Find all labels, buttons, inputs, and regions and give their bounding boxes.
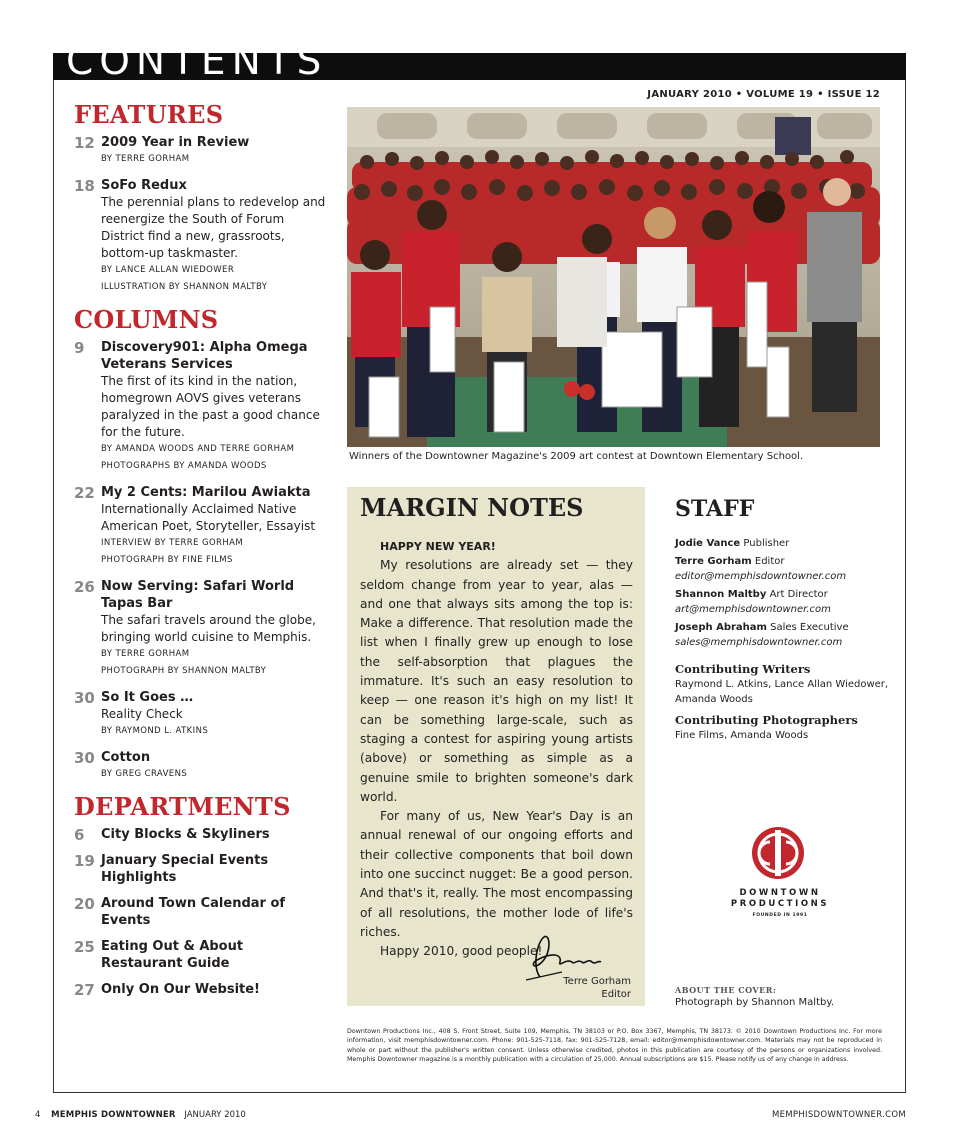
- entry-credit: BY AMANDA WOODS AND TERRE GORHAM: [101, 444, 295, 454]
- margin-notes-box: [347, 487, 645, 1006]
- entry-title: Now Serving: Safari World Tapas Bar: [101, 579, 295, 611]
- contributing-photographers: Fine Films, Amanda Woods: [675, 730, 809, 741]
- toc-entry: [74, 749, 326, 783]
- page-number-label: 30: [74, 749, 95, 767]
- entry-credit: BY GREG CRAVENS: [101, 769, 188, 779]
- page-number-label: 22: [74, 484, 95, 502]
- staff-email: sales@memphisdowntowner.com: [675, 637, 843, 648]
- staff-line: [675, 536, 890, 551]
- entry-title: January Special Events Highlights: [101, 853, 269, 885]
- staff-role: Sales Executive: [770, 622, 849, 633]
- entry-credit: PHOTOGRAPH BY SHANNON MALTBY: [101, 666, 267, 676]
- page-number-label: 19: [74, 852, 95, 870]
- entry-title: So It Goes …: [101, 690, 194, 705]
- staff-line: [675, 587, 890, 602]
- toc-entry: [74, 981, 326, 998]
- entry-credit: INTERVIEW BY TERRE GORHAM: [101, 538, 244, 548]
- contributing-writers-heading: Contributing Writers: [675, 662, 811, 676]
- entry-credit: BY TERRE GORHAM: [101, 649, 190, 659]
- staff-heading: STAFF: [675, 496, 755, 522]
- staff-list: [675, 536, 890, 650]
- entry-credit: PHOTOGRAPHS BY AMANDA WOODS: [101, 461, 267, 471]
- entry-title: Around Town Calendar of Events: [101, 896, 286, 928]
- entry-title: Eating Out & About Restaurant Guide: [101, 939, 244, 971]
- legal-text: Downtown Productions Inc., 408 S. Front Street, Suite 109, Memphis, TN 38103 or P.O. Box 3367, Memphis, TN 38173. © 2010 Downtown Productions Inc. For more information, visit memphisdowntowner.com. Phone: 901-525-7118, fax: 901-525-7128, email: editor@memphisdowntowner.com. Materials may not be reproduced in whole or part without the publisher's written consent. Unless otherwise credited, photos in this publication are courtesy of the persons or organizations involved. Memphis Downtowner magazine is a monthly publication with a circulation of 25,000. Annual subscriptions are $15. Please notify us of any change in address.: [347, 1028, 882, 1063]
- staff-email: editor@memphisdowntowner.com: [675, 571, 847, 582]
- entry-title: City Blocks & Skyliners: [101, 827, 270, 842]
- logo-tagline: FOUNDED IN 1991: [752, 913, 808, 918]
- entry-title: Discovery901: Alpha Omega Veterans Services: [101, 340, 308, 372]
- toc-entry: [74, 134, 326, 168]
- entry-title: 2009 Year in Review: [101, 135, 250, 150]
- staff-line: [675, 554, 890, 569]
- staff-member: [675, 554, 890, 584]
- page-number-label: 30: [74, 689, 95, 707]
- staff-role: Publisher: [743, 538, 790, 549]
- page-number-label: 12: [74, 134, 95, 152]
- features-list: [74, 134, 326, 296]
- toc-entry: [74, 895, 326, 929]
- departments-list: [74, 826, 326, 998]
- entry-credit: BY LANCE ALLAN WIEDOWER: [101, 265, 235, 275]
- publication-name: MEMPHIS DOWNTOWNER: [51, 1110, 176, 1120]
- margin-notes-body: [360, 537, 633, 962]
- entry-description: Reality Check: [101, 707, 183, 721]
- toc-entry: [74, 938, 326, 972]
- entry-description: The first of its kind in the nation, homegrown AOVS gives veterans paralyzed in the past a good chance for the future.: [101, 374, 320, 439]
- entry-title: Only On Our Website!: [101, 982, 260, 997]
- entry-title: Cotton: [101, 750, 151, 765]
- signer-block: [563, 975, 631, 1001]
- footer-left: [35, 1110, 246, 1120]
- about-cover-text: Photograph by Shannon Maltby.: [675, 997, 835, 1008]
- logo-line2: PRODUCTIONS: [730, 899, 830, 909]
- footer-website: MEMPHISDOWNTOWNER.COM: [771, 1110, 906, 1120]
- staff-role: Art Director: [769, 589, 828, 600]
- entry-description: The safari travels around the globe, bringing world cuisine to Memphis.: [101, 613, 316, 644]
- about-cover-heading: ABOUT THE COVER:: [675, 985, 777, 995]
- entry-credit: BY TERRE GORHAM: [101, 154, 190, 164]
- entry-title: SoFo Redux: [101, 178, 187, 193]
- margin-notes-paragraph: For many of us, New Year's Day is an annual renewal of our ongoing efforts and their collective components that boil down into one succinct nugget: Be a good person. And that's it, really. The most encompassing of all resolutions, the mother lode of life's riches.: [360, 809, 633, 939]
- staff-email: art@memphisdowntowner.com: [675, 604, 831, 615]
- logo-line1: DOWNTOWN: [739, 888, 821, 898]
- columns-heading: COLUMNS: [74, 305, 219, 334]
- page-number-label: 20: [74, 895, 95, 913]
- features-heading: FEATURES: [74, 100, 224, 129]
- columns-list: [74, 339, 326, 783]
- staff-name: Shannon Maltby: [675, 589, 767, 600]
- signer-name: Terre Gorham: [563, 976, 631, 987]
- entry-title: My 2 Cents: Marilou Awiakta: [101, 485, 311, 500]
- page-number-label: 18: [74, 177, 95, 195]
- entry-credit: PHOTOGRAPH BY FINE FILMS: [101, 555, 233, 565]
- table-of-contents: [74, 100, 326, 1007]
- staff-member: [675, 536, 890, 551]
- cover-photo: [347, 107, 880, 447]
- page-number-label: 25: [74, 938, 95, 956]
- contributing-writers: Raymond L. Atkins, Lance Allan Wiedower, Amanda Woods: [675, 679, 889, 705]
- margin-notes-paragraph: Happy 2010, good people!: [380, 944, 543, 959]
- issue-info: JANUARY 2010 • VOLUME 19 • ISSUE 12: [647, 89, 880, 100]
- entry-description: Internationally Acclaimed Native American Poet, Storyteller, Essayist: [101, 502, 316, 533]
- staff-name: Joseph Abraham: [675, 622, 767, 633]
- toc-entry: [74, 339, 326, 475]
- departments-heading: DEPARTMENTS: [74, 792, 291, 821]
- footer-date: JANUARY 2010: [184, 1110, 246, 1120]
- staff-line: [675, 620, 890, 635]
- toc-entry: [74, 689, 326, 740]
- margin-notes-greeting: HAPPY NEW YEAR!: [380, 540, 496, 553]
- page-number-label: 9: [74, 339, 85, 357]
- toc-entry: [74, 826, 326, 843]
- staff-name: Jodie Vance: [675, 538, 741, 549]
- downtown-productions-logo-icon: [731, 824, 831, 884]
- page-number-label: 27: [74, 981, 95, 999]
- staff-member: [675, 587, 890, 617]
- logo-wordmark: [720, 888, 840, 921]
- toc-entry: [74, 177, 326, 296]
- page-number-label: 6: [74, 826, 85, 844]
- toc-entry: [74, 578, 326, 680]
- toc-entry: [74, 852, 326, 886]
- entry-credit: BY RAYMOND L. ATKINS: [101, 726, 209, 736]
- margin-notes-paragraph: My resolutions are already set — they seldom change from year to year, alas — and one that always sits among the top is: Make a difference. That resolution made the list when I finally grew up enough to lose the self-absorption that plagues the immature. It's such an easy resolution to keep — one reason it's high on my list! It can be something large-scale, such as staging a contest for aspiring young artists (above) or something as simple as a genuine smile to brighten someone's dark world.: [360, 558, 633, 804]
- margin-notes-heading: MARGIN NOTES: [360, 493, 584, 522]
- page-title: CONTENTS: [66, 39, 328, 84]
- staff-member: [675, 620, 890, 650]
- contributing-photographers-heading: Contributing Photographers: [675, 713, 858, 727]
- entry-description: The perennial plans to redevelop and reenergize the South of Forum District find a new, grassroots, bottom-up taskmaster.: [101, 195, 326, 260]
- toc-entry: [74, 484, 326, 569]
- staff-name: Terre Gorham: [675, 556, 752, 567]
- entry-credit: ILLUSTRATION BY SHANNON MALTBY: [101, 282, 268, 292]
- staff-box: [675, 495, 890, 743]
- children-group-photo: [347, 107, 880, 447]
- signer-title: Editor: [601, 989, 631, 1000]
- photo-caption: Winners of the Downtowner Magazine's 2009 art contest at Downtown Elementary School.: [349, 451, 804, 462]
- staff-role: Editor: [754, 556, 785, 567]
- page-number: 4: [35, 1110, 41, 1120]
- page-number-label: 26: [74, 578, 95, 596]
